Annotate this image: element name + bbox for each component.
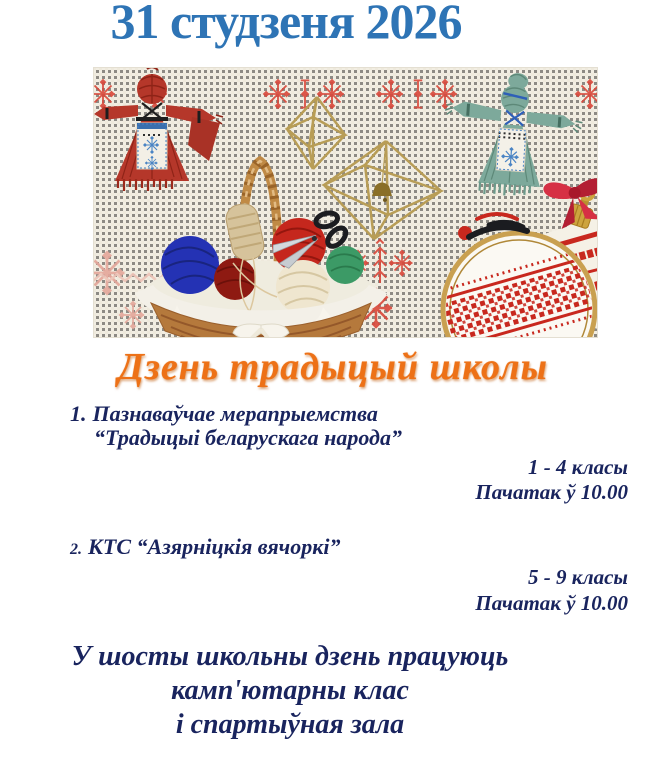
- sixth-day-note: [0, 640, 580, 742]
- event-2-number: 2.: [70, 541, 82, 558]
- event-day-heading: Дзень традыцый школы: [118, 346, 548, 388]
- footer-line-2: камп'ютарны клас: [171, 675, 409, 706]
- event-1-number: 1.: [70, 401, 87, 426]
- event-1-start-time: Пачатак ў 10.00: [475, 480, 628, 504]
- footer-line-1: У шосты школьны дзень працуюць: [71, 641, 509, 672]
- page-title: 31 студзеня 2026: [110, 0, 462, 49]
- event-item-1: [70, 402, 402, 450]
- footer-line-3: і спартыўная зала: [175, 709, 405, 740]
- event-2-title: КТС “Азярніцкія вячоркі”: [88, 534, 341, 559]
- event-2-details: [475, 564, 628, 616]
- event-2-classes: 5 - 9 класы: [528, 565, 628, 589]
- event-1-title-line-1: 1. Пазнаваўчае мерапрыемства: [70, 401, 378, 426]
- crafts-photo: [93, 67, 598, 338]
- event-2-start-time: Пачатак ў 10.00: [475, 591, 628, 615]
- event-item-2: [70, 535, 340, 562]
- event-1-title-line-2: “Традыцыі беларускага народа”: [94, 425, 402, 450]
- event-1-classes: 1 - 4 класы: [528, 455, 628, 479]
- event-1-details: [475, 455, 628, 505]
